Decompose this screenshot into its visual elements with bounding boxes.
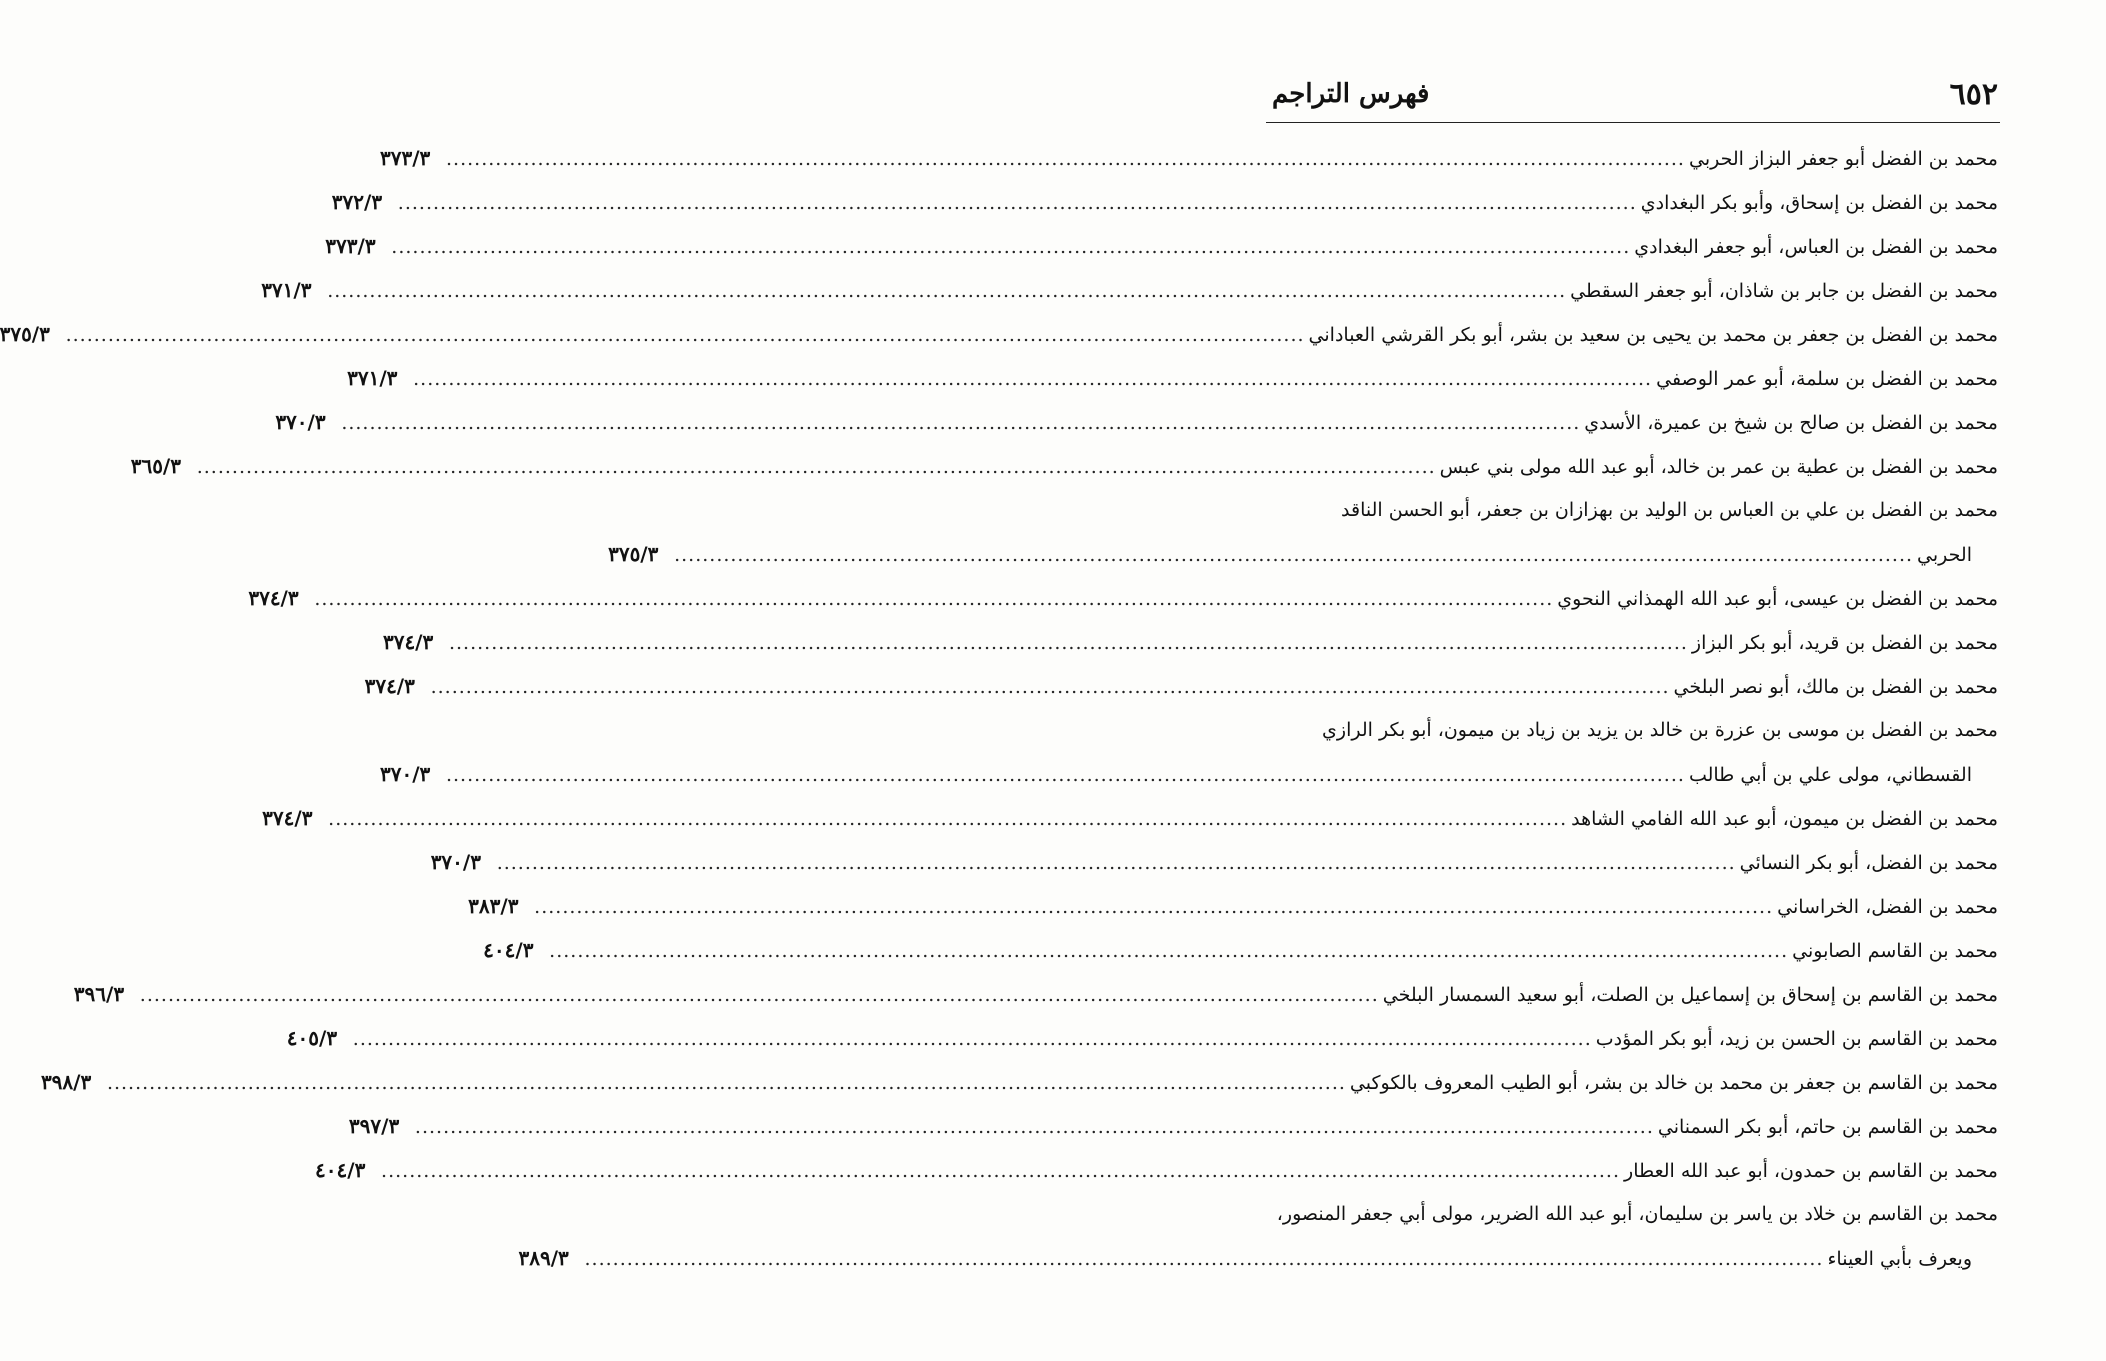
entry-name: محمد بن الفضل، أبو بكر النسائي <box>1739 852 1998 874</box>
index-entry <box>275 400 1998 444</box>
leader-dots <box>549 929 1788 973</box>
index-entry <box>261 268 1998 312</box>
entry-reference: ٣٧٠/٣ <box>430 850 481 874</box>
entry-line <box>1266 488 1998 532</box>
index-entry <box>73 972 1998 1016</box>
entry-continuation-line <box>608 532 1998 576</box>
entry-name: محمد بن الفضل بن علي بن العباس بن الوليد بن بهزازان بن جعفر، أبو الحسن الناقد <box>1341 499 1998 521</box>
entry-line <box>1266 1192 1998 1236</box>
entry-reference: ٤٠٤/٣ <box>315 1158 366 1182</box>
entry-reference: ٣٩٨/٣ <box>40 1070 92 1094</box>
index-entry <box>347 356 1998 400</box>
index-entries <box>0 136 1998 1280</box>
entry-line <box>325 224 1998 268</box>
entry-line <box>347 356 1998 400</box>
entry-name: محمد بن الفضل بن مالك، أبو نصر البلخي <box>1673 676 1998 698</box>
page-header <box>1272 72 1998 116</box>
entry-reference: ٤٠٥/٣ <box>286 1026 338 1050</box>
entry-reference: ٣٧٢/٣ <box>331 190 383 214</box>
leader-dots <box>413 357 1652 401</box>
index-entry <box>248 576 1998 620</box>
entry-line <box>382 620 1998 664</box>
entry-name: محمد بن الفضل بن صالح بن شيخ بن عميرة، الأسدي <box>1584 412 1998 434</box>
leader-dots <box>415 1105 1654 1149</box>
index-entry <box>382 620 1998 664</box>
page-number: ٦٥٢ <box>1949 76 1998 112</box>
leader-dots <box>534 885 1773 929</box>
entry-line <box>0 312 1998 356</box>
leader-dots <box>497 841 1736 885</box>
entry-reference: ٣٧٠/٣ <box>275 410 326 434</box>
entry-reference: ٣٧١/٣ <box>347 366 398 390</box>
index-entry <box>325 224 1998 268</box>
entry-reference: ٣٨٣/٣ <box>468 894 519 918</box>
entry-line <box>468 884 1998 928</box>
entry-name: محمد بن الفضل بن موسى بن عزرة بن خالد بن يزيد بن زياد بن ميمون، أبو بكر الرازي <box>1322 719 1998 741</box>
index-entry <box>364 664 1998 708</box>
entry-reference: ٤٠٤/٣ <box>483 938 534 962</box>
entry-reference: ٣٧٤/٣ <box>364 674 415 698</box>
entry-reference: ٣٧٤/٣ <box>382 630 434 654</box>
entry-line <box>430 840 1998 884</box>
entry-line <box>380 136 1998 180</box>
entry-name: محمد بن الفضل بن سلمة، أبو عمر الوصفي <box>1656 368 1998 390</box>
leader-dots <box>327 269 1566 313</box>
header-rule <box>1266 122 2000 123</box>
entry-reference: ٣٧٥/٣ <box>0 322 50 346</box>
index-entry <box>331 180 1998 224</box>
leader-dots <box>391 225 1630 269</box>
index-entry <box>262 796 1998 840</box>
entry-line <box>364 664 1998 708</box>
entry-continuation: القسطاني، مولى علي بن أبي طالب <box>1688 764 1972 786</box>
leader-dots <box>431 665 1670 709</box>
leader-dots <box>674 533 1913 577</box>
leader-dots <box>328 797 1567 841</box>
entry-name: محمد بن الفضل بن ميمون، أبو عبد الله الفامي الشاهد <box>1571 808 1998 830</box>
entry-name: محمد بن القاسم الصابوني <box>1792 940 1998 962</box>
entry-name: محمد بن القاسم بن الحسن بن زيد، أبو بكر المؤدب <box>1595 1028 1998 1050</box>
entry-reference: ٣٧٣/٣ <box>325 234 376 258</box>
entry-continuation: ويعرف بأبي العيناء <box>1827 1248 1972 1270</box>
leader-dots <box>341 401 1580 445</box>
entry-continuation: الحربي <box>1917 544 1972 566</box>
entry-reference: ٣٦٥/٣ <box>130 454 181 478</box>
entry-line <box>275 400 1998 444</box>
entry-line <box>286 1016 1998 1060</box>
running-title: فهرس التراجم <box>1272 79 1430 109</box>
entry-name: محمد بن القاسم بن خلاد بن ياسر بن سليمان، أبو عبد الله الضرير، مولى أبي جعفر المنصور، <box>1276 1203 1998 1225</box>
entry-continuation-line <box>518 1236 1998 1280</box>
index-entry <box>286 1016 1998 1060</box>
index-entry <box>430 840 1998 884</box>
leader-dots <box>585 1237 1824 1281</box>
entry-name: محمد بن القاسم بن حاتم، أبو بكر السمناني <box>1657 1116 1998 1138</box>
leader-dots <box>314 577 1553 621</box>
entry-line <box>348 1104 1998 1148</box>
leader-dots <box>107 1061 1346 1105</box>
entry-reference: ٣٧٤/٣ <box>262 806 313 830</box>
entry-reference: ٣٨٩/٣ <box>518 1246 569 1270</box>
leader-dots <box>449 621 1688 665</box>
entry-line <box>130 444 1998 488</box>
entry-line <box>261 268 1998 312</box>
entry-line <box>1266 708 1998 752</box>
entry-name: محمد بن الفضل بن العباس، أبو جعفر البغدادي <box>1634 236 1998 258</box>
entry-name: محمد بن الفضل بن عيسى، أبو عبد الله الهمذاني النحوي <box>1557 588 1998 610</box>
entry-name: محمد بن الفضل بن عطية بن عمر بن خالد، أبو عبد الله مولى بني عبس <box>1439 456 1998 478</box>
entry-name: محمد بن القاسم بن إسحاق بن إسماعيل بن الصلت، أبو سعيد السمسار البلخي <box>1382 984 1998 1006</box>
leader-dots <box>446 137 1685 181</box>
leader-dots <box>446 753 1685 797</box>
entry-line <box>315 1148 1998 1192</box>
leader-dots <box>353 1017 1592 1061</box>
entry-name: محمد بن الفضل بن إسحاق، وأبو بكر البغدادي <box>1640 192 1998 214</box>
entry-line <box>483 928 1998 972</box>
index-entry <box>348 1104 1998 1148</box>
entry-reference: ٣٧٠/٣ <box>379 762 431 786</box>
entry-name: محمد بن الفضل، الخراساني <box>1777 896 1998 918</box>
index-entry <box>130 444 1998 488</box>
leader-dots <box>66 313 1305 357</box>
entry-line <box>331 180 1998 224</box>
index-entry <box>379 708 1998 796</box>
entry-name: محمد بن القاسم بن جعفر بن محمد بن خالد بن بشر، أبو الطيب المعروف بالكوكبي <box>1349 1072 1998 1094</box>
index-entry <box>0 312 1998 356</box>
entry-name: محمد بن القاسم بن حمدون، أبو عبد الله العطار <box>1624 1160 1998 1182</box>
index-entry <box>315 1148 1998 1192</box>
entry-line <box>40 1060 1998 1104</box>
entry-line <box>248 576 1998 620</box>
entry-continuation-line <box>379 752 1998 796</box>
entry-reference: ٣٧٤/٣ <box>248 586 299 610</box>
leader-dots <box>197 445 1436 489</box>
entry-reference: ٣٩٧/٣ <box>348 1114 400 1138</box>
entry-line <box>73 972 1998 1016</box>
leader-dots <box>381 1149 1620 1193</box>
index-entry <box>518 1192 1998 1280</box>
entry-name: محمد بن الفضل أبو جعفر البزاز الحربي <box>1688 148 1998 170</box>
index-entry <box>40 1060 1998 1104</box>
entry-reference: ٣٧٣/٣ <box>380 146 431 170</box>
leader-dots <box>140 973 1379 1017</box>
entry-name: محمد بن الفضل بن جابر بن شاذان، أبو جعفر السقطي <box>1570 280 1998 302</box>
entry-name: محمد بن الفضل بن جعفر بن محمد بن يحيى بن سعيد بن بشر، أبو بكر القرشي العباداني <box>1308 324 1998 346</box>
entry-line <box>262 796 1998 840</box>
index-entry <box>608 488 1998 576</box>
leader-dots <box>398 181 1637 225</box>
index-entry <box>483 928 1998 972</box>
entry-reference: ٣٩٦/٣ <box>73 982 125 1006</box>
index-entry <box>468 884 1998 928</box>
entry-name: محمد بن الفضل بن قريد، أبو بكر البزاز <box>1691 632 1998 654</box>
index-entry <box>380 136 1998 180</box>
entry-reference: ٣٧١/٣ <box>261 278 312 302</box>
entry-reference: ٣٧٥/٣ <box>608 542 659 566</box>
